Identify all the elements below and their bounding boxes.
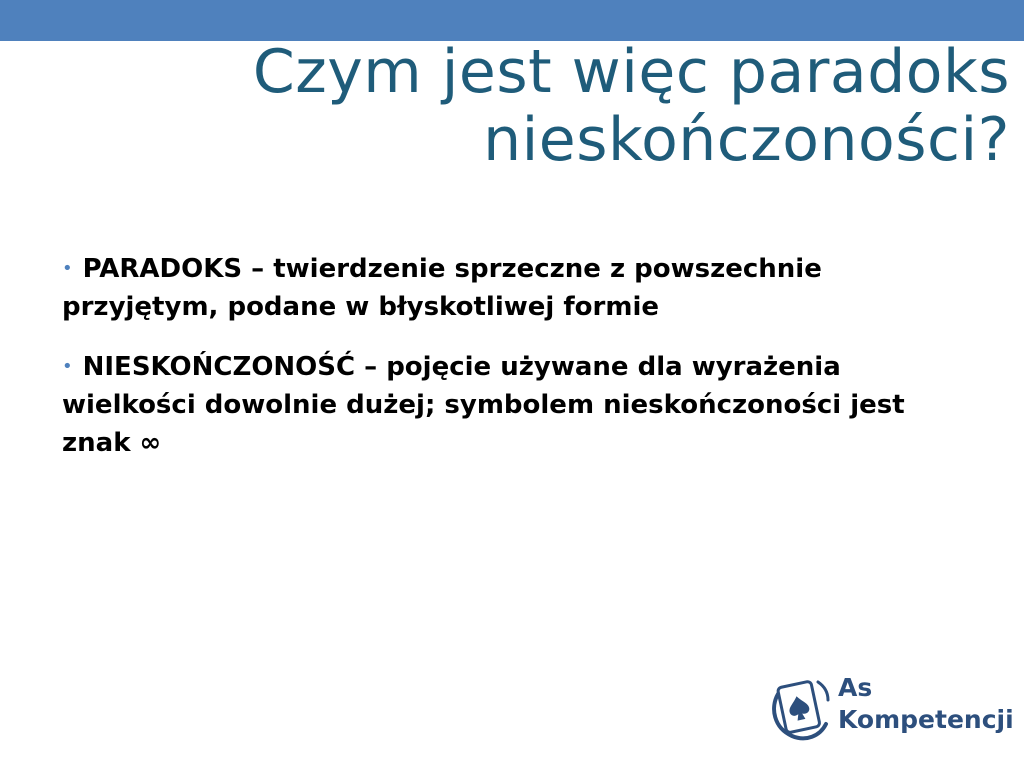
logo-wordmark: [838, 672, 1014, 736]
spade-card-logo-icon: [768, 674, 830, 742]
bullet-definition: – twierdzenie sprzeczne z powszechnie przyjętym, podane w błyskotliwej formie: [62, 254, 822, 322]
title-line-1: Czym jest więc paradoks: [252, 37, 1010, 107]
bullet-item-nieskonczonosc: [62, 348, 962, 462]
bullet-term: NIESKOŃCZONOŚĆ: [82, 352, 356, 382]
top-accent-bar: [0, 0, 1024, 41]
logo: [768, 672, 1014, 744]
bullet-definition: – pojęcie używane dla wyrażenia wielkości dowolnie dużej; symbolem nieskończoności jest znak ∞: [62, 352, 905, 458]
logo-line-1: As: [838, 673, 873, 702]
bullet-item-paradoks: [62, 250, 962, 326]
bullet-icon: •: [62, 258, 73, 279]
logo-line-2: Kompetencji: [838, 705, 1014, 734]
bullet-icon: •: [62, 356, 73, 377]
title-line-2: nieskończoności?: [483, 105, 1010, 175]
bullet-term: PARADOKS: [82, 254, 243, 284]
slide-title: [110, 38, 1010, 174]
bullet-list: [62, 250, 962, 484]
